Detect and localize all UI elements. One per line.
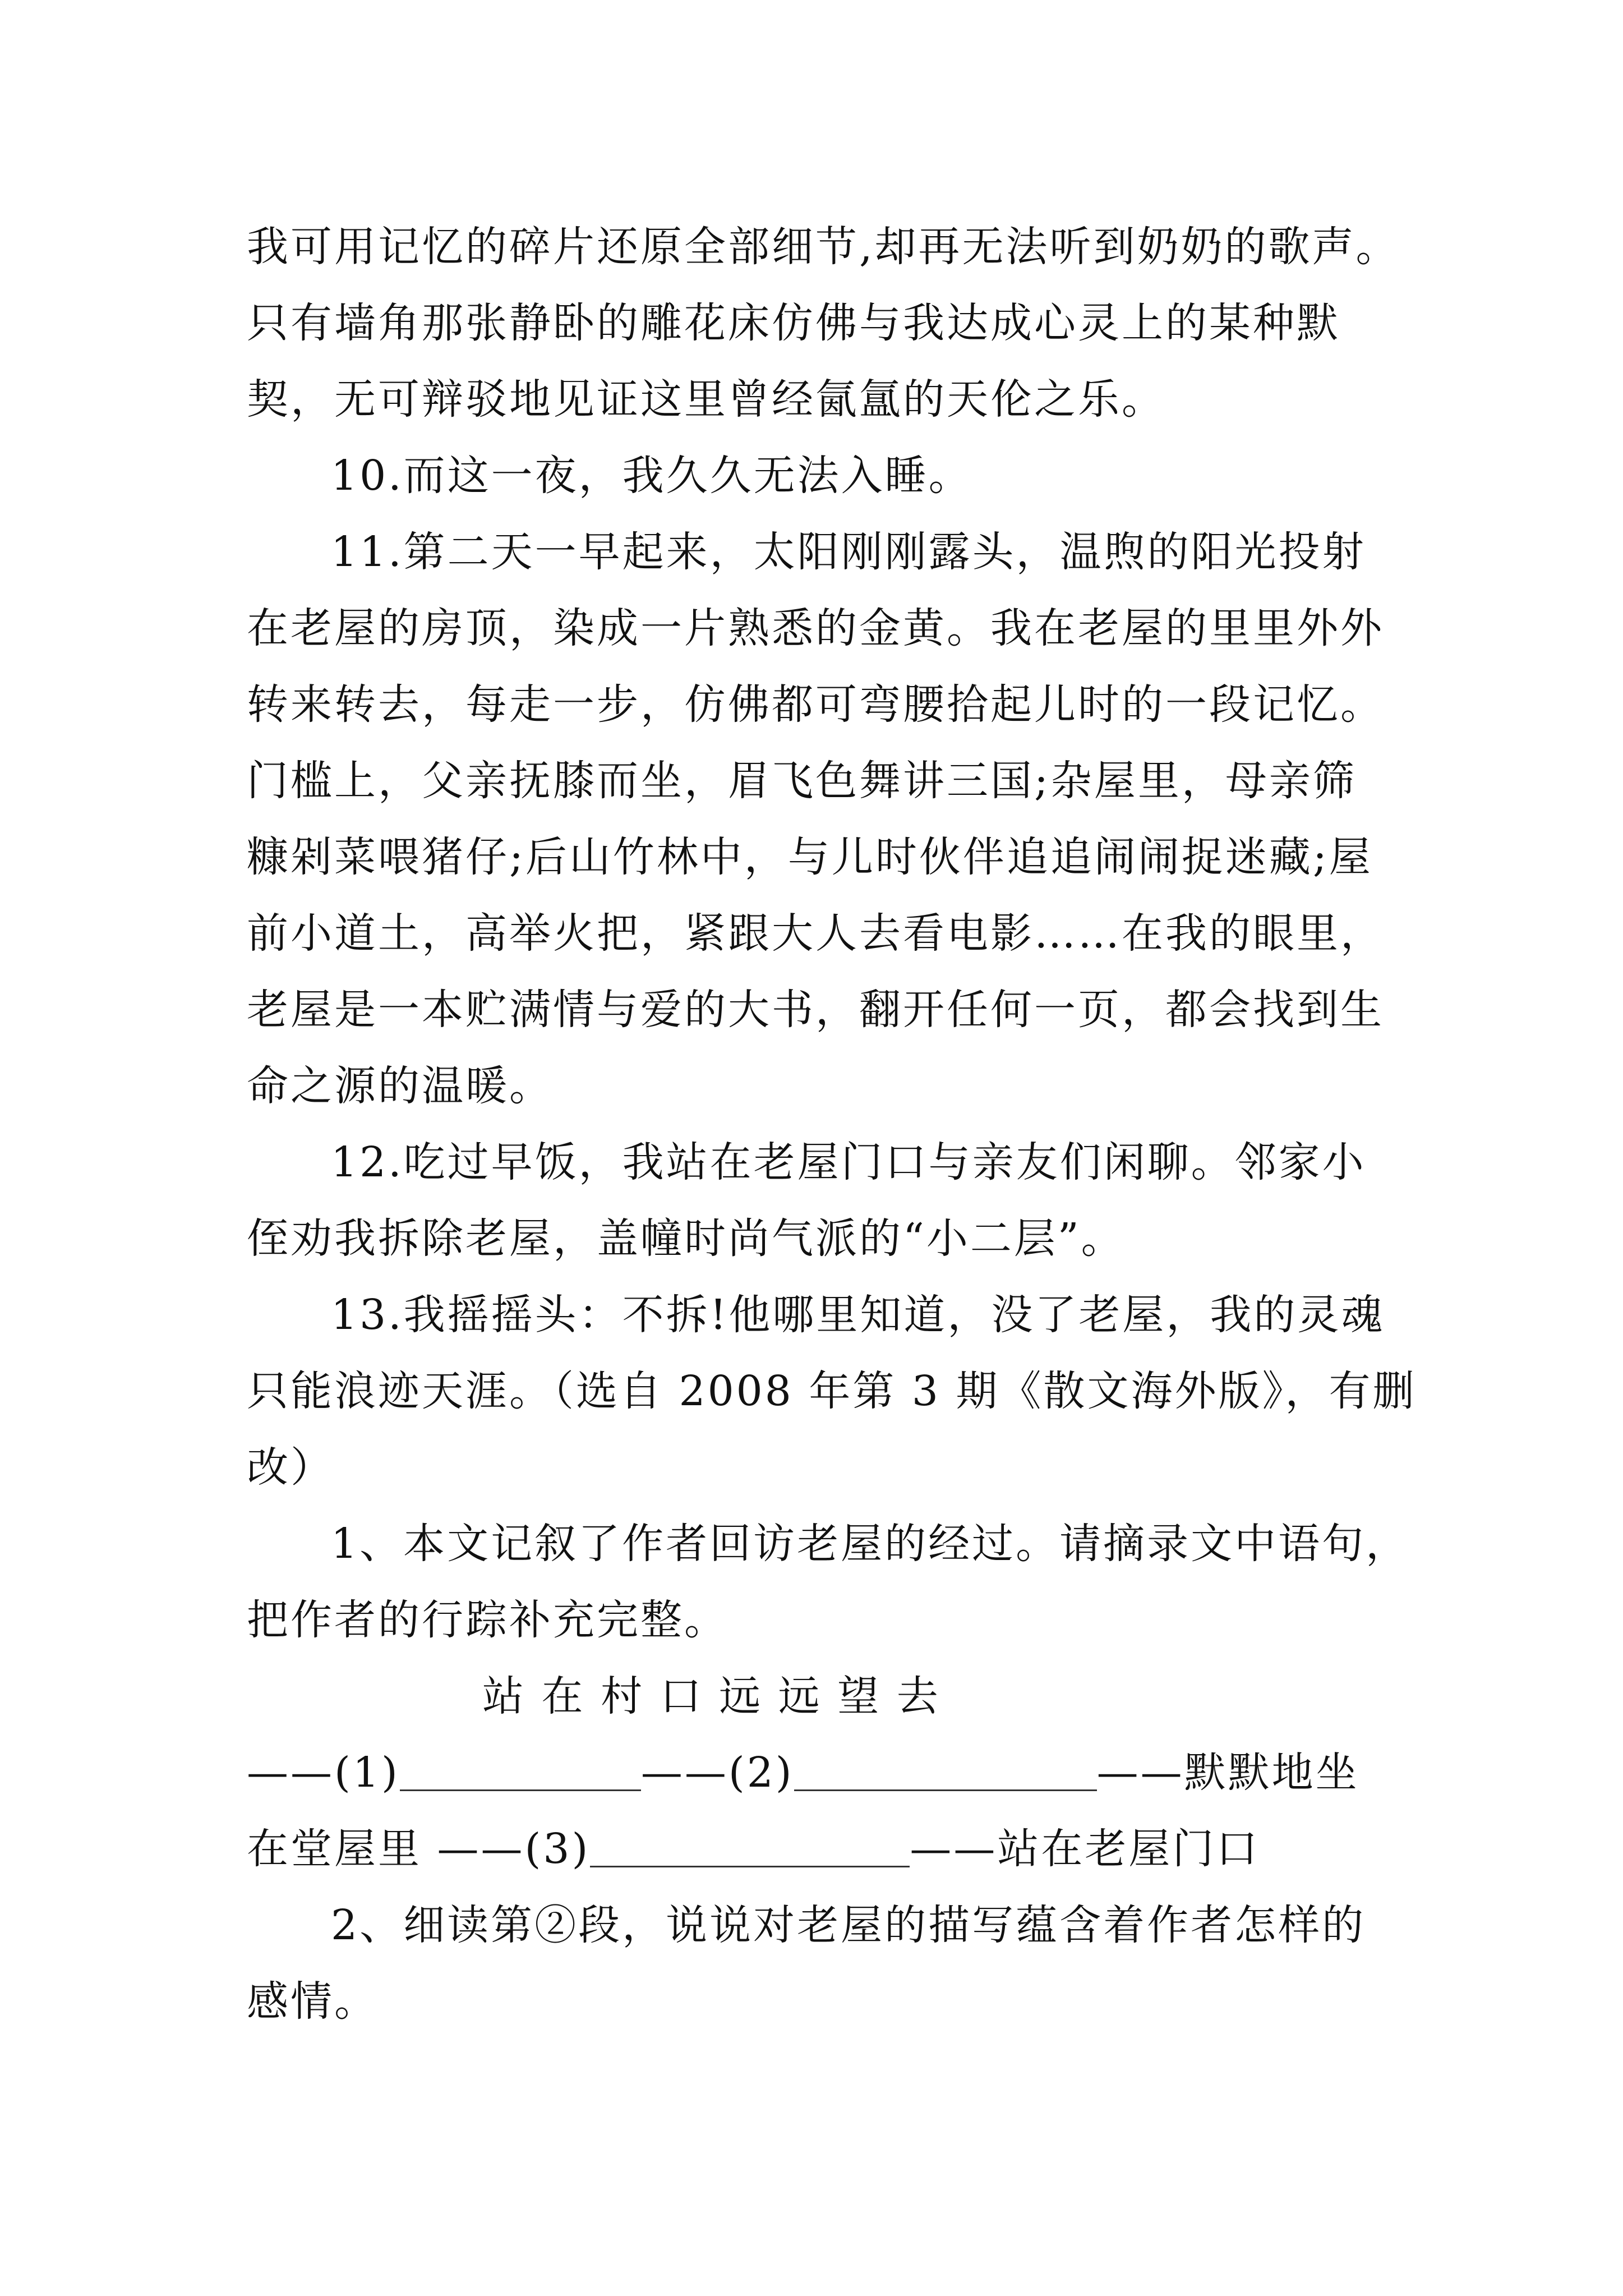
- route-start: [247, 1658, 1380, 1734]
- text-line: 12.吃过早饭，我站在老屋门口与亲友们闲聊。邻家小: [331, 1138, 1366, 1186]
- text-line: 在老屋的房顶，染成一片熟悉的金黄。我在老屋的里里外外: [247, 604, 1384, 652]
- answer-blank-3[interactable]: [590, 1826, 910, 1867]
- text-line: 老屋是一本贮满情与爱的大书，翻开任何一页，都会找到生: [247, 986, 1384, 1034]
- paragraph-12: [247, 1124, 1380, 1277]
- route-line-3: [247, 1811, 1380, 1887]
- text-line: 13.我摇摇头：不拆!他哪里知道，没了老屋，我的灵魂: [331, 1291, 1385, 1339]
- answer-blank-1[interactable]: [400, 1750, 641, 1791]
- question-text: 感情。: [247, 1977, 378, 2026]
- route-char: 远: [719, 1672, 763, 1720]
- text-line: 11.第二天一早起来，太阳刚刚露头，温煦的阳光投射: [331, 528, 1366, 576]
- text-line: 只能浪迹天涯。（选自 2008 年第 3 期《散文海外版》，有删: [247, 1367, 1417, 1415]
- question-text: 2、细读第②段，说说对老屋的描写蕴含着作者怎样的: [331, 1901, 1366, 1949]
- answer-blank-2[interactable]: [794, 1750, 1097, 1791]
- text-line: 契，无可辩驳地见证这里曾经氤氲的天伦之乐。: [247, 375, 1165, 424]
- text-line: 我可用记忆的碎片还原全部细节,却再无法听到奶奶的歌声。: [247, 223, 1400, 271]
- text-line: 糠剁菜喂猪仔;后山竹林中，与儿时伙伴追追闹闹捉迷藏;屋: [247, 833, 1373, 881]
- text-line: 命之源的温暖。: [247, 1062, 553, 1110]
- dash-label-2: ——(2): [640, 1749, 794, 1797]
- paragraph-13: [247, 1277, 1417, 1506]
- paragraph-10: [247, 438, 1380, 514]
- route-line-2: [247, 1734, 1380, 1811]
- text-line: 侄劝我拆除老屋，盖幢时尚气派的“小二层”。: [247, 1214, 1125, 1263]
- route-segment: ——默默地坐: [1096, 1749, 1359, 1797]
- text-line: 只有墙角那张静卧的雕花床仿佛与我达成心灵上的某种默: [247, 299, 1340, 347]
- question-2: [247, 1887, 1380, 2040]
- route-char: 村: [601, 1672, 645, 1720]
- text-line: 前小道土，高举火把，紧跟大人去看电影……在我的眼里，: [247, 909, 1384, 958]
- question-1: [247, 1506, 1410, 1887]
- dash-label-1: ——(1): [247, 1749, 400, 1797]
- text-line: 转来转去，每走一步，仿佛都可弯腰拾起儿时的一段记忆。: [247, 680, 1384, 729]
- text-line: 改）: [247, 1443, 334, 1492]
- route-char: 在: [541, 1672, 585, 1720]
- route-char: 望: [837, 1672, 882, 1720]
- route-segment: ——站在老屋门口: [910, 1825, 1260, 1873]
- paragraph-9-end: [247, 209, 1400, 438]
- route-char: 去: [896, 1672, 940, 1720]
- text-line: 10.而这一夜，我久久无法入睡。: [331, 452, 972, 500]
- text-line: 门槛上，父亲抚膝而坐，眉飞色舞讲三国;杂屋里，母亲筛: [247, 757, 1357, 805]
- route-char: 远: [778, 1672, 822, 1720]
- paragraph-11: [247, 514, 1384, 1124]
- question-text: 把作者的行踪补充完整。: [247, 1596, 728, 1644]
- route-char: 站: [482, 1672, 526, 1720]
- route-segment: 在堂屋里 ——(3): [247, 1825, 591, 1873]
- route-char: 口: [660, 1672, 704, 1720]
- question-text: 1、本文记叙了作者回访老屋的经过。请摘录文中语句，: [331, 1520, 1410, 1568]
